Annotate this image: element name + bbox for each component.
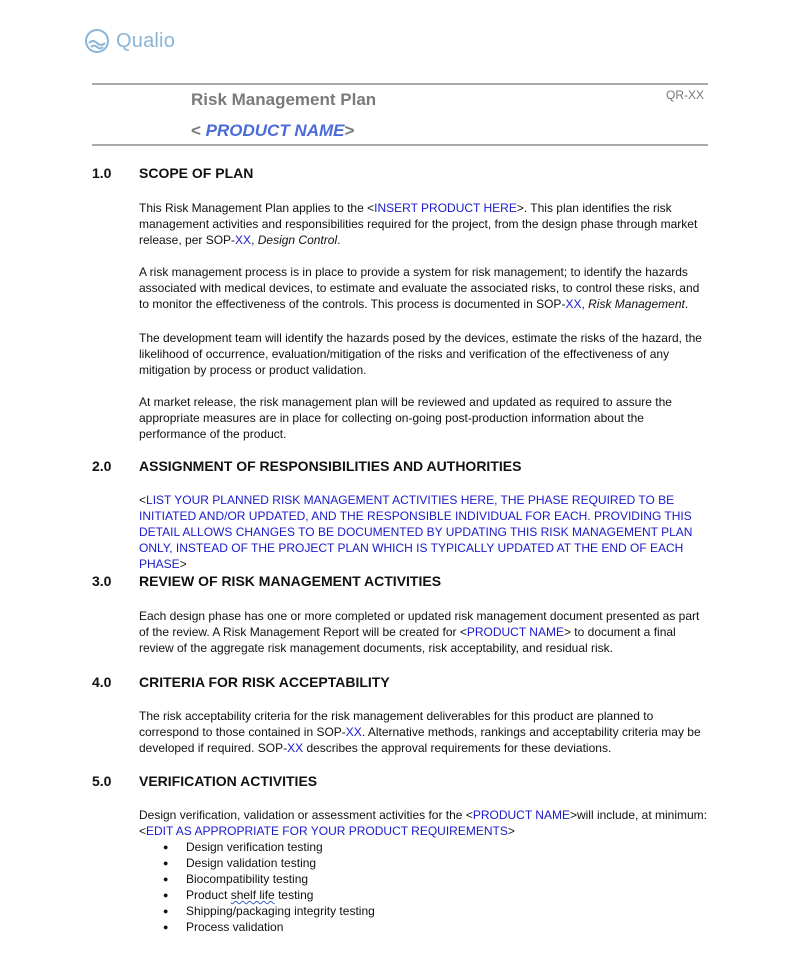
section-4-number: 4.0 [92, 674, 112, 690]
product-name-heading: < PRODUCT NAME> [191, 121, 355, 140]
list-item: ● Design verification testing [139, 839, 375, 855]
section-2-number: 2.0 [92, 458, 112, 474]
section-1-paragraph-4: At market release, the risk management plan will be reviewed and updated as required to assure the appropriate measures are in place for collecting on-going post-production information about the performance of the product. [139, 395, 672, 441]
list-item: ● Product shelf life testing [139, 887, 375, 903]
document-title: Risk Management Plan [191, 90, 377, 109]
section-1-title: SCOPE OF PLAN [139, 165, 254, 181]
section-1-paragraph-3: The development team will identify the hazards posed by the devices, estimate the risks of the hazard, the likelihood of occurrence, evaluation/mitigation of the risks and verification of the effectiveness of any mitigation by process or product validation. [139, 331, 702, 377]
section-1-number: 1.0 [92, 165, 112, 181]
section-1-paragraph-2: A risk management process is in place to provide a system for risk management; to identify the hazards associated with medical devices, to estimate and evaluate the associated risks, to control these risks, and to monitor the effectiveness of the controls. This process is documented in SOP-XX, Risk Management. [139, 265, 700, 311]
header-top-rule [92, 83, 708, 85]
verification-activities-list [139, 839, 375, 935]
section-2-title: ASSIGNMENT OF RESPONSIBILITIES AND AUTHORITIES [139, 458, 522, 474]
list-item: ● Shipping/packaging integrity testing [139, 903, 375, 919]
spellcheck-flagged-text: shelf life [230, 888, 275, 902]
header-bottom-rule [92, 144, 708, 146]
section-1-paragraph-1: This Risk Management Plan applies to the <INSERT PRODUCT HERE>. This plan identifies the risk management activities and responsibilities required for the project, from the design phase through market release, per SOP-XX, Design Control. [139, 201, 698, 247]
section-2-paragraph-1: <LIST YOUR PLANNED RISK MANAGEMENT ACTIVITIES HERE, THE PHASE REQUIRED TO BE INITIATED AND/OR UPDATED, AND THE RESPONSIBLE INDIVIDUAL FOR EACH. PROVIDING THIS DETAIL ALLOWS CHANGES TO BE DOCUMENTED BY UPDATING THIS RISK MANAGEMENT PLAN ONLY, INSTEAD OF THE PROJECT PLAN WHICH IS TYPICALLY UPDATED AT THE END OF EACH PHASE> [139, 493, 693, 571]
qualio-wave-icon [84, 28, 110, 54]
logo-text: Qualio [116, 29, 176, 52]
section-4-title: CRITERIA FOR RISK ACCEPTABILITY [139, 674, 390, 690]
section-4-paragraph-1: The risk acceptability criteria for the risk management deliverables for this product are planned to correspond to those contained in SOP-XX. Alternative methods, rankings and acceptability criteria may be developed if required. SOP-XX describes the approval requirements for these deviations. [139, 709, 701, 755]
section-3-title: REVIEW OF RISK MANAGEMENT ACTIVITIES [139, 573, 442, 589]
section-5-title: VERIFICATION ACTIVITIES [139, 773, 318, 789]
product-name-placeholder: PRODUCT NAME [205, 121, 345, 140]
list-item: ● Biocompatibility testing [139, 871, 375, 887]
section-3-number: 3.0 [92, 573, 112, 589]
qualio-logo [84, 28, 175, 54]
section-5-number: 5.0 [92, 773, 112, 789]
list-item: ● Design validation testing [139, 855, 375, 871]
section-5-paragraph-1: Design verification, validation or assessment activities for the <PRODUCT NAME>will include, at minimum:<EDIT AS APPROPRIATE FOR YOUR PRODUCT REQUIREMENTS> [139, 808, 707, 838]
document-id: QR-XX [666, 88, 705, 102]
list-item: ● Process validation [139, 919, 375, 935]
section-3-paragraph-1: Each design phase has one or more completed or updated risk management document presented as part of the review. A Risk Management Report will be created for <PRODUCT NAME> to document a final review of the aggregate risk management documents, risk acceptability, and residual risk. [139, 609, 700, 655]
